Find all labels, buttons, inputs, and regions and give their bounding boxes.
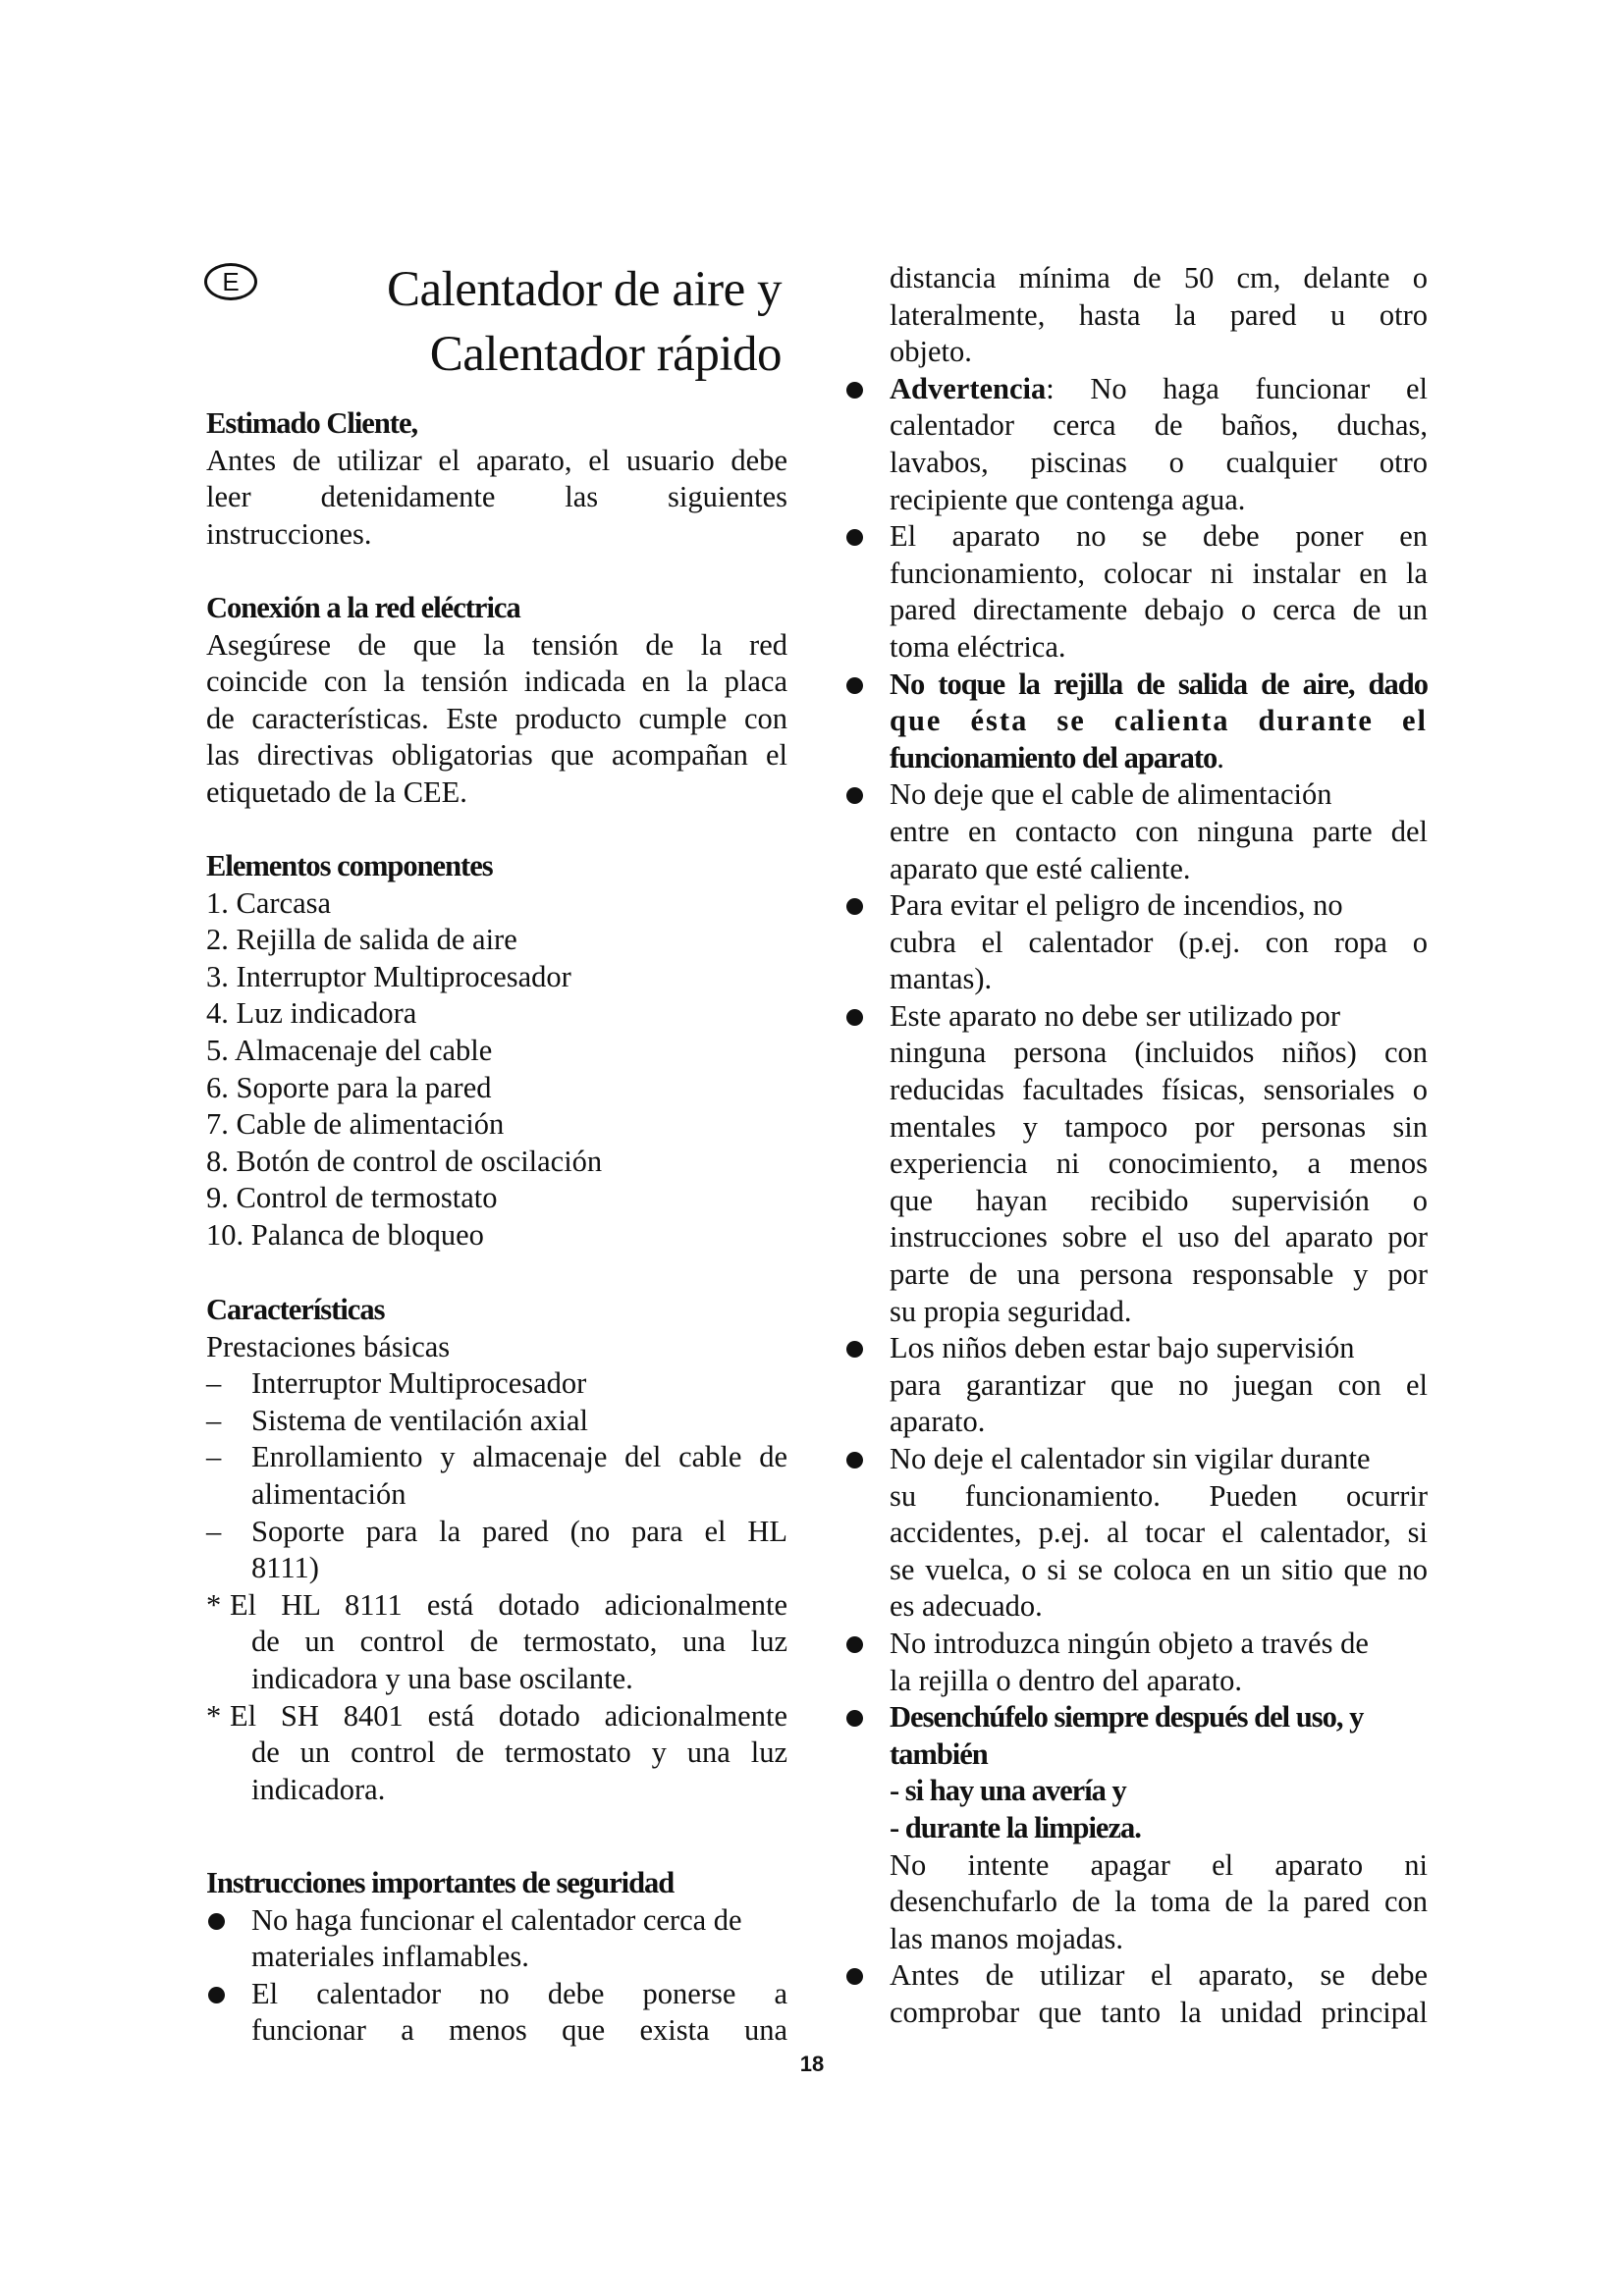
safety-bullet: No introduzca ningún objeto a través de la rejilla o dentro del aparato. [844, 1626, 1428, 1699]
bullet-dot-icon [846, 382, 863, 399]
safety-bullet: Desenchúfelo siempre después del uso, y también - si hay una avería y - durante la limpieza. No intente apagar el aparato ni desenchufarlo de la toma de la pared con las manos mojadas. [844, 1699, 1428, 1957]
components-heading: Elementos componentes [206, 849, 493, 882]
components-section [206, 848, 787, 1255]
safety-heading: Instrucciones importantes de seguridad [206, 1866, 675, 1899]
component-item: 8. Botón de control de oscilación [206, 1144, 603, 1178]
greeting-line: leer detenidamente las siguientes [206, 480, 787, 514]
dash-marker: – [206, 1440, 222, 1474]
feature-dash-item: – Soporte para la pared (no para el HL 8111) [206, 1514, 787, 1585]
feature-dash-item: – Sistema de ventilación axial [206, 1403, 787, 1440]
features-section [206, 1292, 787, 1808]
language-badge-e: E [204, 263, 257, 300]
page-number: 18 [799, 2052, 825, 2076]
right-column [844, 260, 1428, 2032]
title-line-2: Calentador rápido [429, 327, 782, 382]
features-heading: Características [206, 1293, 385, 1326]
dash-marker: – [206, 1403, 222, 1437]
safety-bullet: Este aparato no debe ser utilizado por ninguna persona (incluidos niños) con reducidas facultades físicas, sensoriales o mentales y tampoco por personas sin experiencia ni conocimiento, a menos que hayan recibido supervisión o instrucciones sobre el uso del aparato por parte de una persona responsable y por su propia seguridad. [844, 998, 1428, 1330]
bullet-dot-icon [846, 1968, 863, 1985]
safety-section-left [206, 1865, 787, 2050]
safety-bullet: Antes de utilizar el aparato, se debe comprobar que tanto la unidad principal [844, 1957, 1428, 2031]
connection-line: las directivas obligatorias que acompañan el [206, 738, 787, 773]
greeting-heading: Estimado Cliente, [206, 406, 418, 440]
bullet-dot-icon [208, 1987, 225, 2003]
feature-dash-item: – Interruptor Multiprocesador [206, 1365, 787, 1403]
asterisk-marker: * [206, 1587, 222, 1622]
connection-line: coincide con la tensión indicada en la placa [206, 665, 787, 699]
connection-section [206, 590, 787, 812]
connection-line: etiquetado de la CEE. [206, 774, 467, 809]
dash-marker: – [206, 1514, 222, 1548]
component-item: 1. Carcasa [206, 885, 332, 920]
bullet-dot-icon [846, 1452, 863, 1468]
bullet-dot-icon [846, 529, 863, 546]
component-item: 10. Palanca de bloqueo [206, 1217, 484, 1252]
greeting-section [206, 405, 787, 553]
bullet-dot-icon [208, 1913, 225, 1930]
component-item: 7. Cable de alimentación [206, 1107, 505, 1142]
bullet-dot-icon [846, 1636, 863, 1653]
feature-star-item: * El SH 8401 está dotado adicionalmente de un control de termostato y una luz indicadora. [206, 1698, 787, 1806]
safety-bullet: No toque la rejilla de salida de aire, dado que ésta se calienta durante el funcionamiento del aparato. [844, 667, 1428, 777]
connection-line: de características. Este producto cumple con [206, 701, 787, 735]
dash-marker: – [206, 1366, 222, 1401]
greeting-line: instrucciones. [206, 516, 372, 551]
bullet-dot-icon [846, 787, 863, 804]
feature-dash-item: – Enrollamiento y almacenaje del cable de alimentación [206, 1440, 787, 1511]
safety-bullet: No haga funcionar el calentador cerca de materiales inflamables. [206, 1902, 787, 1976]
bullet-dot-icon [846, 1341, 863, 1358]
bullet-dot-icon [846, 1009, 863, 1026]
safety-bullet: Los niños deben estar bajo supervisión para garantizar que no juegan con el aparato. [844, 1330, 1428, 1441]
safety-bullet: El aparato no se debe poner en funcionamiento, colocar ni instalar en la pared directamente debajo o cerca de un toma eléctrica. [844, 518, 1428, 666]
title-line-1: Calentador de aire y [386, 262, 782, 317]
bullet-dot-icon [846, 898, 863, 915]
connection-heading: Conexión a la red eléctrica [206, 591, 520, 624]
warning-label: Advertencia [890, 371, 1047, 405]
bullet-dot-icon [846, 1710, 863, 1727]
safety-bullet: Advertencia: No haga funcionar el calentador cerca de baños, duchas, lavabos, piscinas o cualquier otro recipiente que contenga agua. [844, 371, 1428, 518]
page-title [387, 257, 782, 387]
safety-bullet: No deje el calentador sin vigilar durante su funcionamiento. Pueden ocurrir accidentes, p.ej. al tocar el calentador, si se vuelca, o si se coloca en un sitio que no es adecuado. [844, 1441, 1428, 1626]
bullet-dot-icon [846, 677, 863, 694]
asterisk-marker: * [206, 1698, 222, 1733]
safety-bullet: No deje que el cable de alimentación entre en contacto con ninguna parte del aparato que esté caliente. [844, 776, 1428, 887]
component-item: 6. Soporte para la pared [206, 1070, 492, 1104]
component-item: 9. Control de termostato [206, 1181, 498, 1215]
component-item: 5. Almacenaje del cable [206, 1033, 493, 1067]
greeting-line: Antes de utilizar el aparato, el usuario debe [206, 443, 787, 477]
safety-bullet: El calentador no debe ponerse a funcionar a menos que exista una [206, 1976, 787, 2050]
connection-line: Asegúrese de que la tensión de la red [206, 627, 787, 662]
component-item: 3. Interruptor Multiprocesador [206, 959, 571, 993]
component-item: 2. Rejilla de salida de aire [206, 923, 517, 957]
safety-bullet: Para evitar el peligro de incendios, no cubra el calentador (p.ej. con ropa o mantas). [844, 887, 1428, 998]
continued-bullet: distancia mínima de 50 cm, delante o lateralmente, hasta la pared u otro objeto. [890, 261, 1428, 369]
feature-star-item: * El HL 8111 está dotado adicionalmente de un control de termostato, una luz indicadora y una base oscilante. [206, 1587, 787, 1695]
features-subheading: Prestaciones básicas [206, 1329, 451, 1363]
component-item: 4. Luz indicadora [206, 996, 417, 1031]
